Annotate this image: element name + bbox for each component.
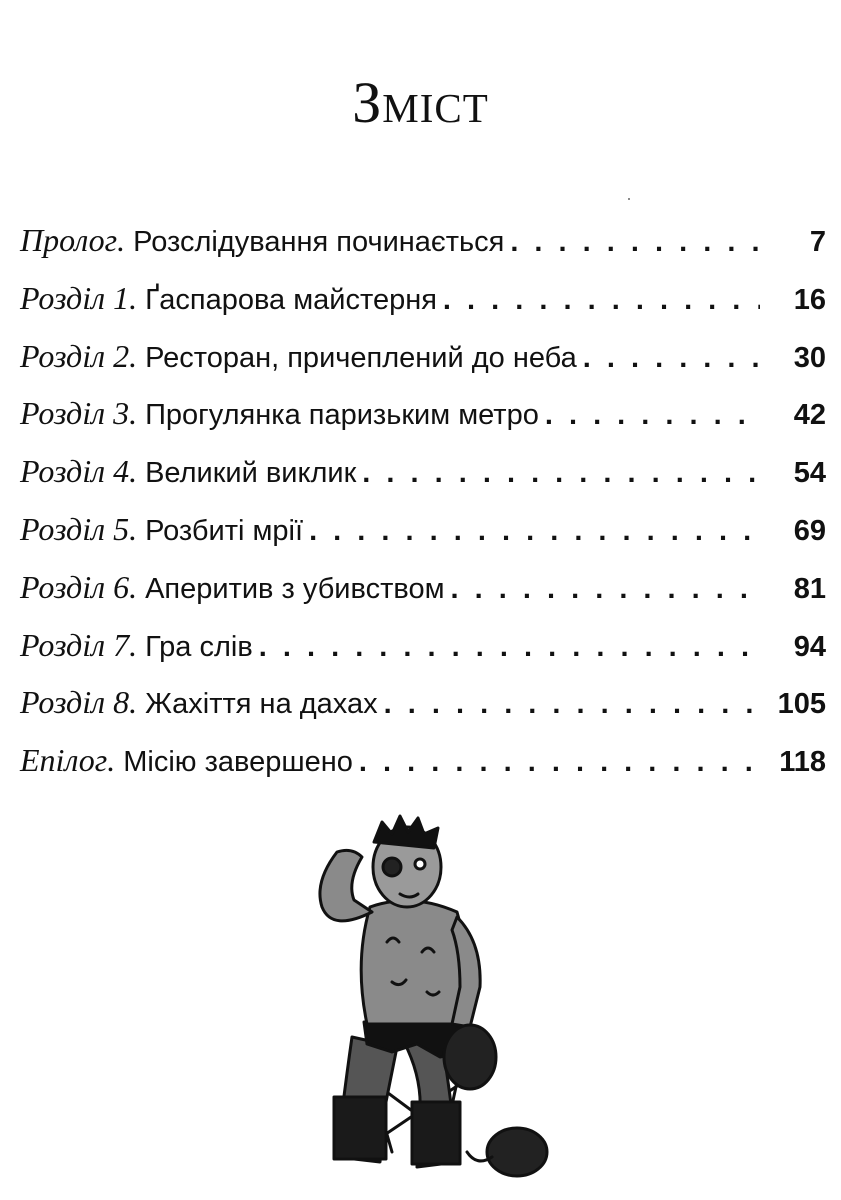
toc-title: Розбиті мрії (145, 514, 304, 547)
toc-label-dot: . (129, 568, 146, 605)
toc-label: Розділ 4 (20, 453, 130, 490)
dot-leader (451, 561, 760, 619)
toc-page-number: 118 (779, 746, 826, 779)
toc-label-dot: . (129, 626, 146, 663)
toc-entry[interactable] (20, 617, 826, 675)
boxer-illustration (292, 812, 552, 1187)
table-of-contents (20, 212, 826, 790)
toc-label: Розділ 7 (20, 626, 130, 663)
toc-label: Розділ 6 (20, 568, 130, 605)
toc-label: Розділ 2 (20, 337, 130, 374)
toc-title: Великий виклик (145, 457, 357, 490)
dot-leader (259, 619, 760, 677)
toc-page-number: 69 (793, 514, 826, 547)
dot-leader (443, 272, 760, 330)
toc-title: Розслідування починається (133, 226, 505, 258)
toc-entry[interactable] (20, 559, 826, 617)
toc-page-number: 105 (777, 688, 826, 721)
toc-entry[interactable] (20, 328, 826, 386)
toc-label-dot: . (129, 453, 146, 490)
toc-page-number: 42 (793, 399, 826, 432)
toc-label-dot: . (107, 742, 124, 779)
toc-label-dot: . (129, 279, 146, 316)
toc-page-number: 30 (793, 341, 826, 374)
dot-leader (359, 734, 760, 792)
toc-label-dot: . (129, 684, 146, 721)
dot-leader (309, 503, 760, 561)
toc-page-number: 16 (793, 283, 826, 316)
toc-entry[interactable] (20, 270, 826, 328)
toc-entry[interactable] (20, 212, 826, 270)
toc-label: Епілог (20, 742, 108, 779)
dot-leader (583, 330, 760, 388)
toc-page-number: 81 (793, 572, 826, 605)
toc-title: Гра слів (145, 630, 253, 663)
toc-label: Розділ 3 (20, 395, 130, 432)
dot-leader (510, 214, 760, 272)
toc-entry[interactable] (20, 443, 826, 501)
toc-page-number: 54 (793, 457, 826, 490)
toc-label: Пролог (20, 222, 118, 258)
toc-label-dot: . (117, 222, 134, 258)
dot-leader (362, 445, 760, 503)
toc-page-number: 94 (793, 630, 826, 663)
toc-label-dot: . (129, 337, 146, 374)
dot-leader (545, 387, 760, 445)
toc-entry[interactable] (20, 385, 826, 443)
toc-entry[interactable] (20, 732, 826, 790)
toc-label-dot: . (129, 395, 146, 432)
toc-label: Розділ 1 (20, 279, 130, 316)
toc-title: Аперитив з убивством (145, 572, 445, 605)
toc-title: Ресторан, причеплений до неба (145, 341, 577, 374)
toc-page-number: 7 (809, 226, 826, 258)
toc-entry[interactable] (20, 501, 826, 559)
toc-title: Місію завершено (123, 746, 353, 779)
toc-title: Ґаспарова майстерня (145, 283, 437, 316)
dot-leader (384, 676, 760, 734)
toc-title: Жахіття на дахах (145, 688, 378, 721)
toc-entry[interactable] (20, 674, 826, 732)
toc-title: Прогулянка паризьким метро (145, 399, 539, 432)
toc-label: Розділ 5 (20, 510, 130, 547)
page-title: Зміст (352, 69, 489, 135)
toc-label-dot: . (129, 510, 146, 547)
print-speck (628, 198, 630, 200)
toc-label: Розділ 8 (20, 684, 130, 721)
